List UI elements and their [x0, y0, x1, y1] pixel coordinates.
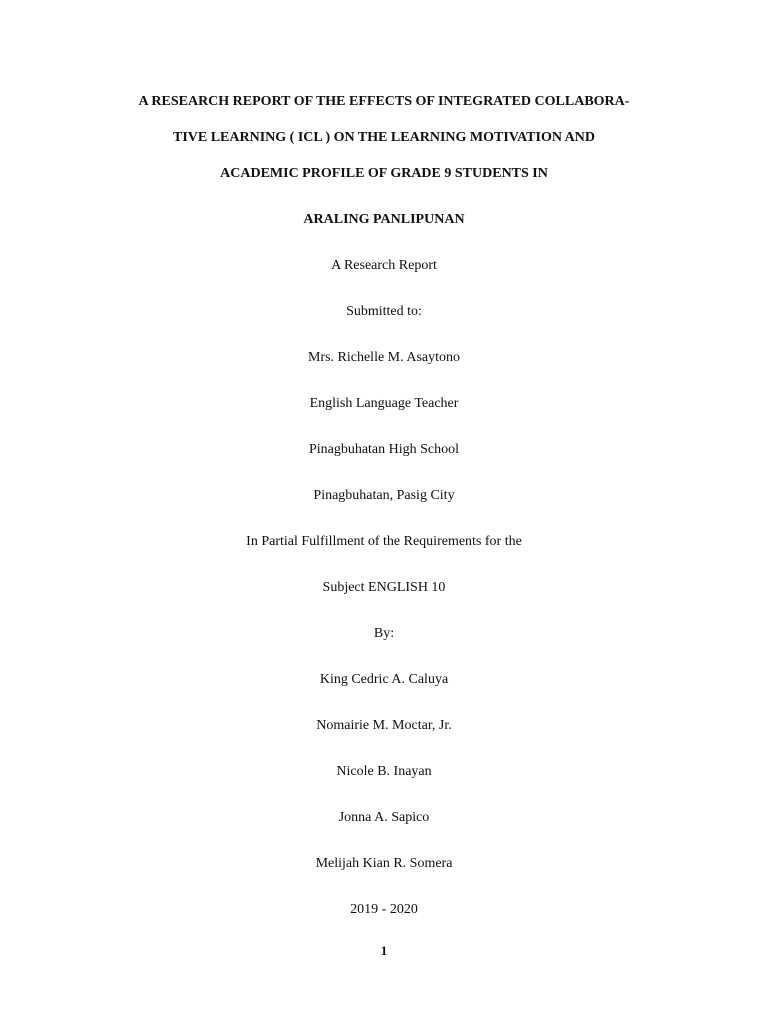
teacher-role: English Language Teacher: [309, 396, 459, 411]
title-line-3: ACADEMIC PROFILE OF GRADE 9 STUDENTS IN: [220, 166, 548, 181]
author-name: Nomairie M. Moctar, Jr.: [316, 718, 452, 733]
by-label: By:: [373, 626, 395, 641]
subject: Subject ENGLISH 10: [322, 580, 446, 595]
author-name: Jonna A. Sapico: [338, 810, 430, 825]
fulfillment-text: In Partial Fulfillment of the Requirements for the: [246, 534, 522, 549]
author-name: Melijah Kian R. Somera: [315, 856, 453, 871]
school-year: 2019 - 2020: [350, 902, 418, 917]
author-name: Nicole B. Inayan: [336, 764, 432, 779]
page-number: 1: [380, 943, 388, 958]
report-type: A Research Report: [331, 258, 437, 273]
author-name: King Cedric A. Caluya: [319, 672, 449, 687]
title-line-1: A RESEARCH REPORT OF THE EFFECTS OF INTEGRATED COLLABORA-: [138, 94, 630, 109]
title-line-4: ARALING PANLIPUNAN: [303, 212, 465, 227]
title-line-2: TIVE LEARNING ( ICL ) ON THE LEARNING MOTIVATION AND: [172, 130, 596, 145]
submitted-to-label: Submitted to:: [346, 304, 422, 319]
teacher-name: Mrs. Richelle M. Asaytono: [307, 350, 461, 365]
school-name: Pinagbuhatan High School: [308, 442, 460, 457]
school-address: Pinagbuhatan, Pasig City: [313, 488, 455, 503]
